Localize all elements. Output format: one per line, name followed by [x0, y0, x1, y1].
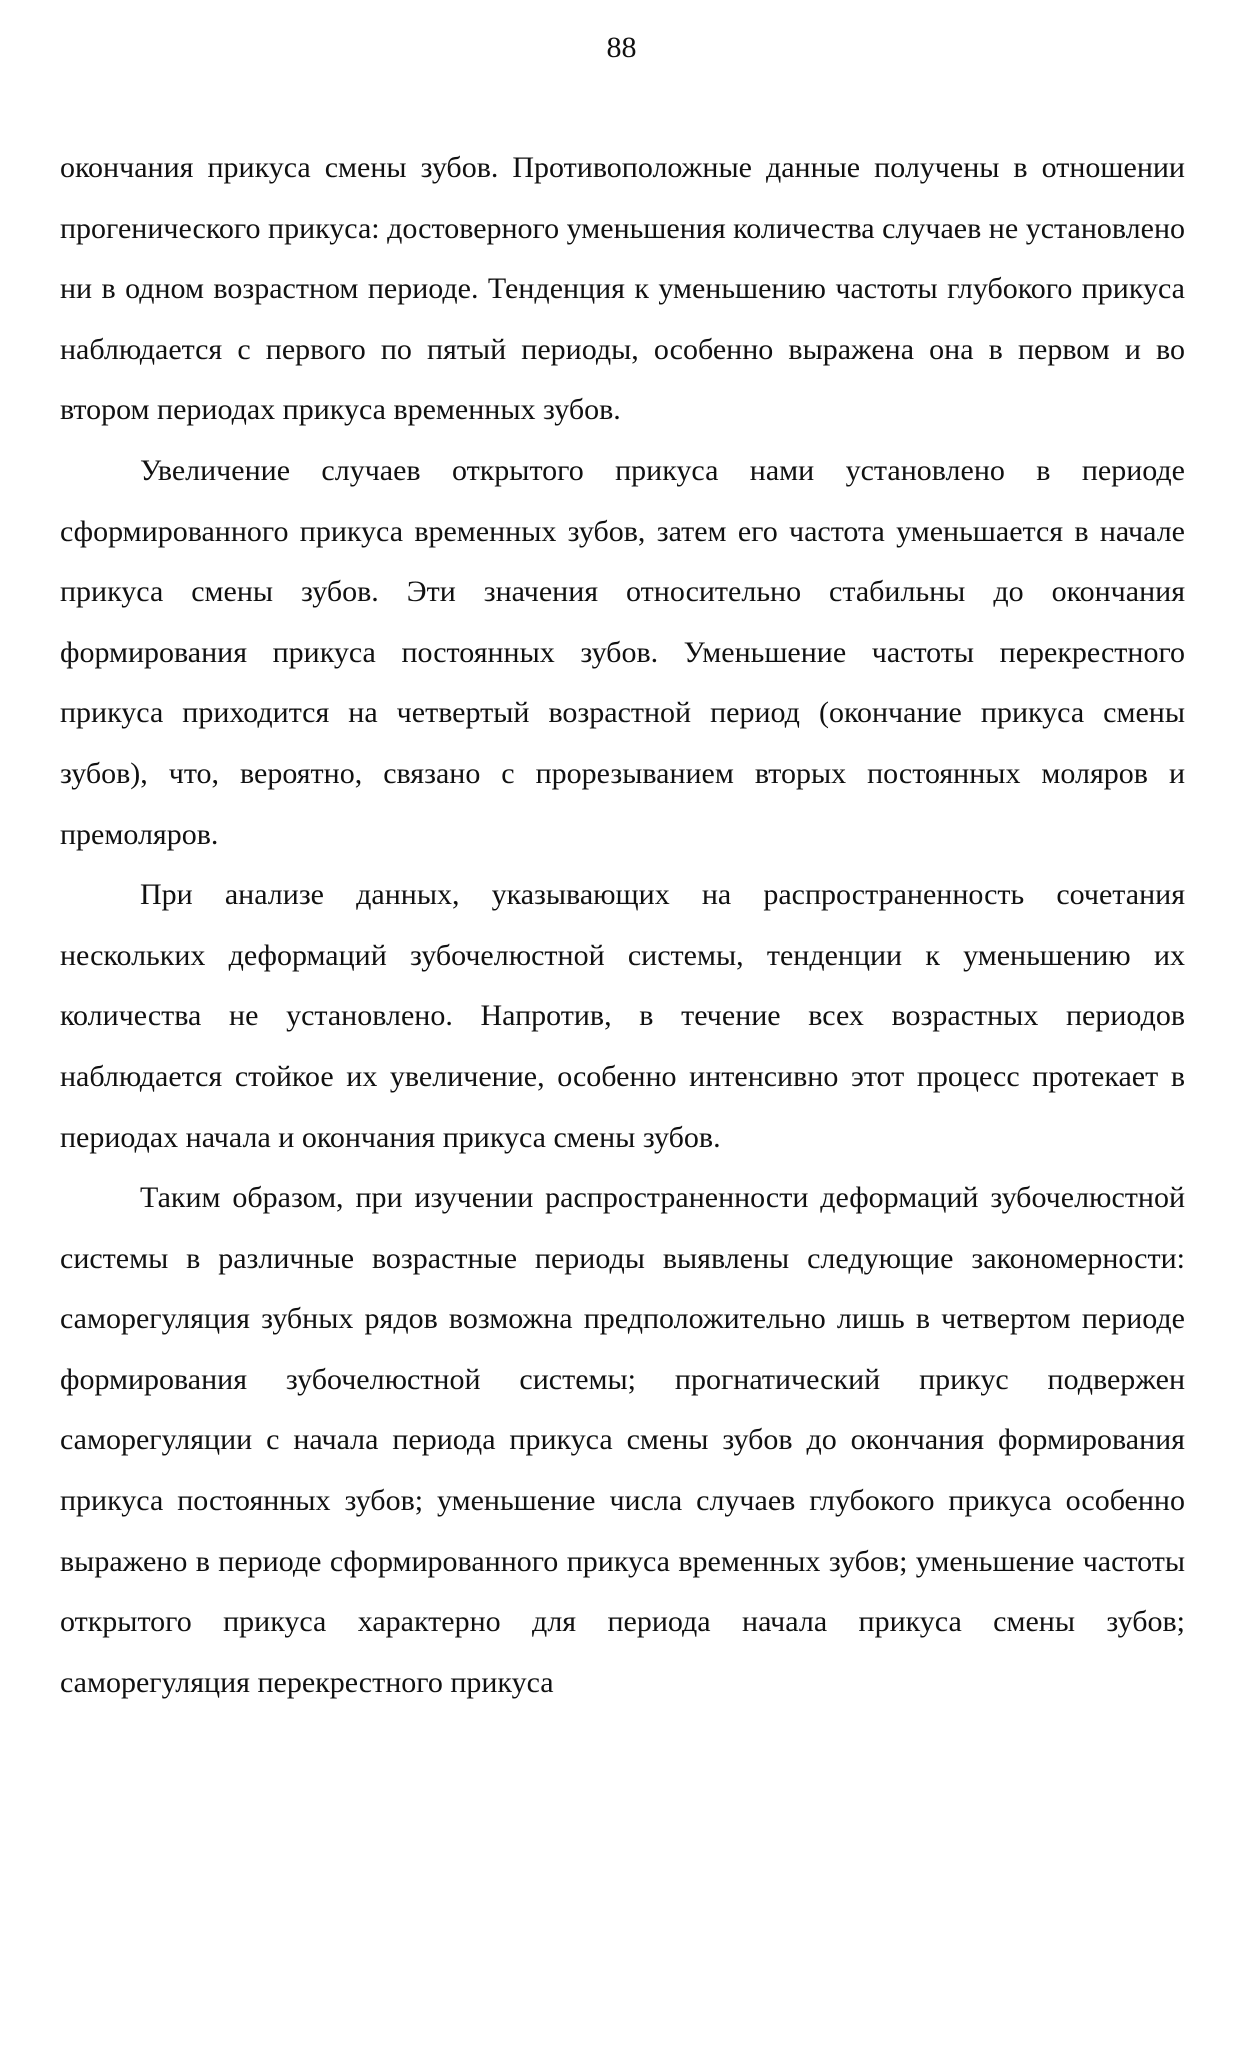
paragraph-open-bite: Увеличение случаев открытого прикуса нами установлено в периоде сформированного прикуса временных зубов, затем его частота уменьшается в начале прикуса смены зубов. Эти значения относительно стабильны до окончания формирования прикуса постоянных зубов. Уменьшение частоты перекрестного прикуса приходится на четвертый возрастной период (окончание прикуса смены зубов), что, вероятно, связано с прорезыванием вторых постоянных моляров и премоляров.	[60, 453, 1185, 851]
paragraph-combined-deformations: При анализе данных, указывающих на распространенность сочетания нескольких деформаций зубочелюстной системы, тенденции к уменьшению их количества не установлено. Напротив, в течение всех возрастных периодов наблюдается стойкое их увеличение, особенно интенсивно этот процесс протекает в периодах начала и окончания прикуса смены зубов.	[60, 878, 1185, 1154]
paragraph-continuation: окончания прикуса смены зубов. Противоположные данные получены в отношении прогенического прикуса: достоверного уменьшения количества случаев не установлено ни в одном возрастном периоде. Тенденция к уменьшению частоты глубокого прикуса наблюдается с первого по пятый периоды, особенно выражена она в первом и во втором периодах прикуса временных зубов.	[60, 151, 1185, 427]
body-text	[60, 138, 1185, 1713]
page-number: 88	[606, 31, 637, 64]
paragraph-conclusions: Таким образом, при изучении распространенности деформаций зубочелюстной системы в различные возрастные периоды выявлены следующие закономерности: саморегуляция зубных рядов возможна предположительно лишь в четвертом периоде формирования зубочелюстной системы; прогнатический прикус подвержен саморегуляции с начала периода прикуса смены зубов до окончания формирования прикуса постоянных зубов; уменьшение числа случаев глубокого прикуса особенно выражено в периоде сформированного прикуса временных зубов; уменьшение частоты открытого прикуса характерно для периода начала прикуса смены зубов; саморегуляция перекрестного прикуса	[60, 1181, 1185, 1699]
